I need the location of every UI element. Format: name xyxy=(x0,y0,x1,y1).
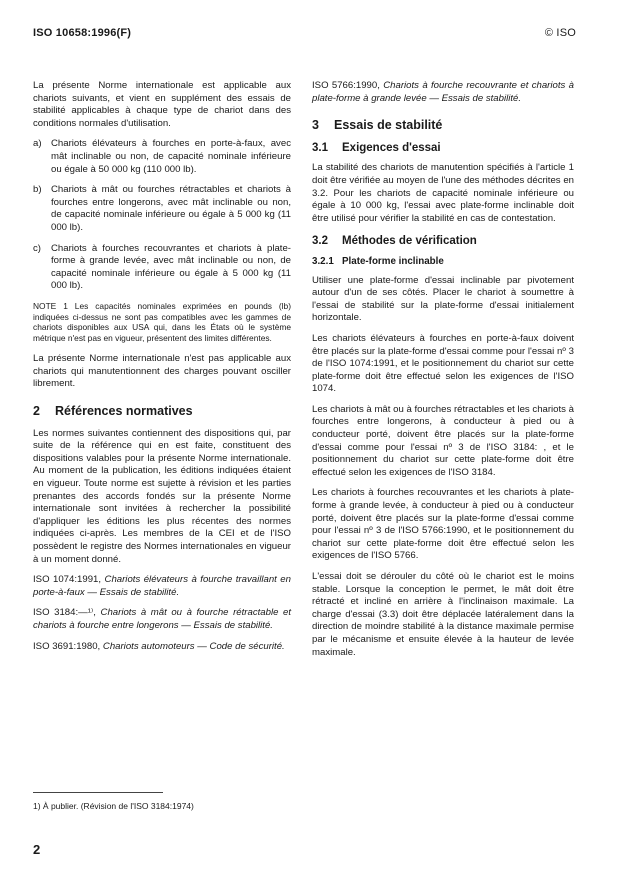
reference-title: Chariots élévateurs à fourche travaillant en porte-à-faux — Essais de stabilité. xyxy=(33,574,291,598)
paragraph: Les chariots à mât ou à fourches rétractables et les chariots à fourches entre longerons, à conducteur à pied ou à conducteur porté, doivent être placés sur la plate-forme d'essai comme pour l'essai nº 3 de l'ISO 3184: , et le positionnement du chariot sur cette plate-forme doit être effectué selon les exigences de l'ISO 3184. xyxy=(312,403,574,478)
document-code: ISO 10658:1996(F) xyxy=(33,27,132,39)
list-item-label: b) xyxy=(33,184,42,196)
reference-code: ISO 1074:1991, xyxy=(33,574,102,586)
list-item xyxy=(33,138,291,176)
section-number: 3 xyxy=(312,118,319,133)
section-3-1-heading xyxy=(312,142,574,155)
test-requirements-paragraph: La stabilité des chariots de manutention spécifiés à l'article 1 doit être vérifiée au moyen de l'une des méthodes décrites en 3.2. Pour les chariots de capacité nominale inférieure ou égale à 10 000 kg, l'essai avec plate-forme inclinable doit être utilisé pour vérifier la stabilité en cas de contestation. xyxy=(312,162,574,224)
section-number: 3.2 xyxy=(312,235,328,248)
section-title: Méthodes de vérification xyxy=(342,235,477,248)
list-item-text: Chariots élévateurs à fourches en porte-à-faux, avec mât inclinable ou non, de capacité nominale inférieure ou égale à 50 000 kg (110 000 lb). xyxy=(51,138,291,175)
paragraph: L'essai doit se dérouler du côté où le chariot est le moins stable. Lorsque la conception le permet, le mât doit être rétracté et incliné en arrière à l'inclinaison maximale. La charge d'essai (3.3) doit être déplacée latéralement dans la direction de moindre stabilité à la distance maximale permise par le mécanisme et ensuite élevée à la hauteur de levée maximale. xyxy=(312,571,574,658)
list-item xyxy=(33,243,291,293)
section-title: Exigences d'essai xyxy=(342,141,441,154)
reference-code: ISO 3691:1980, xyxy=(33,640,101,652)
reference-title: Chariots à fourche recouvrante et chariots à plate-forme à grande levée — Essais de stabilité. xyxy=(312,80,574,104)
list-item-label: a) xyxy=(33,138,42,150)
reference-item xyxy=(33,607,291,632)
list-item-label: c) xyxy=(33,242,41,254)
reference-code: ISO 3184:—¹⁾, xyxy=(33,607,96,619)
scope-intro: La présente Norme internationale est applicable aux chariots suivants, et vient en supplément des essais de stabilité applicables à chaque type de chariot dans des conditions normales d'utilisation. xyxy=(33,80,291,129)
list-item-text: Chariots à fourches recouvrantes et chariots à plate-forme à grande levée, avec mât inclinable ou non, de capacité nominale inférieure ou égale à 5 000 kg (11 000 lb). xyxy=(51,242,291,292)
reference-code: ISO 5766:1990, xyxy=(312,80,380,91)
not-applicable-paragraph: La présente Norme internationale n'est pas applicable aux chariots qui manutentionnent des charges pouvant osciller librement. xyxy=(33,353,291,390)
reference-item xyxy=(33,574,291,599)
reference-item xyxy=(33,641,291,654)
normative-references-intro: Les normes suivantes contiennent des dispositions qui, par suite de la référence qui en est faite, constituent des dispositions valables pour la présente Norme internationale. Au moment de la publication, les éditions indiquées étaient en vigueur. Toute norme est sujette à révision et les parties prenantes des accords fondés sur la présente Norme internationale sont invitées à rechercher la possibilité d'appliquer les éditions les plus récentes des normes indiquées ci-après. Les membres de la CEI et de l'ISO possèdent le registre des Normes internationales en vigueur à un moment donné. xyxy=(33,427,291,565)
section-2-heading xyxy=(33,405,291,418)
paragraph: Utiliser une plate-forme d'essai inclinable par pivotement autour d'un de ses côtés. Placer le chariot à soumettre à l'essai de stabilité sur la plate-forme d'essai initialement horizontale. xyxy=(312,274,574,324)
page-number: 2 xyxy=(33,842,41,857)
footnote: 1) À publier. (Révision de l'ISO 3184:1974) xyxy=(33,801,194,811)
section-number: 2 xyxy=(33,404,40,419)
reference-title: Chariots automoteurs — Code de sécurité. xyxy=(102,640,285,652)
section-3-heading xyxy=(312,119,574,132)
section-title: Essais de stabilité xyxy=(334,118,443,133)
section-3-2-heading xyxy=(312,235,574,248)
section-number: 3.2.1 xyxy=(312,255,334,267)
section-number: 3.1 xyxy=(312,141,328,154)
right-column xyxy=(312,80,574,667)
section-3-2-1-heading xyxy=(312,256,574,269)
section-title: Références normatives xyxy=(55,404,193,419)
list-item-text: Chariots à mât ou fourches rétractables et chariots à fourches entre longerons, avec mât inclinable ou non, de capacité nominale inférieure ou égale à 5 000 kg (11 000 lb). xyxy=(51,184,291,233)
left-column xyxy=(33,80,291,661)
note-1: NOTE 1 Les capacités nominales exprimées en pounds (lb) indiquées ci-dessus ne sont pas compatibles avec les gammes de chariots disponibles aux USA qui, dans les États où le système métrique n'est pas en vigueur, présentent des limites différentes. xyxy=(33,300,291,343)
list-item xyxy=(33,184,291,234)
reference-title: Chariots à mât ou à fourche rétractable et chariots à fourche entre longerons — Essais de stabilité. xyxy=(33,607,292,631)
copyright-mark: © ISO xyxy=(544,27,576,39)
paragraph: Les chariots élévateurs à fourches en porte-à-faux doivent être placés sur la plate-forme d'essai comme pour l'essai nº 3 de l'ISO 1074:1991, et le positionnement du chariot sur cette plate-forme doit être effectué selon les exigences de l'ISO 1074. xyxy=(312,332,574,395)
section-title: Plate-forme inclinable xyxy=(342,255,444,267)
footnote-divider xyxy=(33,792,163,793)
paragraph: Les chariots à fourches recouvrantes et les chariots à plate-forme à grande levée, à conducteur à pied ou à conducteur porté, doivent être placés sur la plate-forme d'essai comme pour l'essai nº 3 de l'ISO 5766:1990, et le positionnement du chariot sur cette plate-forme doit être effectué selon les exigences de l'ISO 5766. xyxy=(312,487,574,562)
reference-item xyxy=(312,80,574,105)
